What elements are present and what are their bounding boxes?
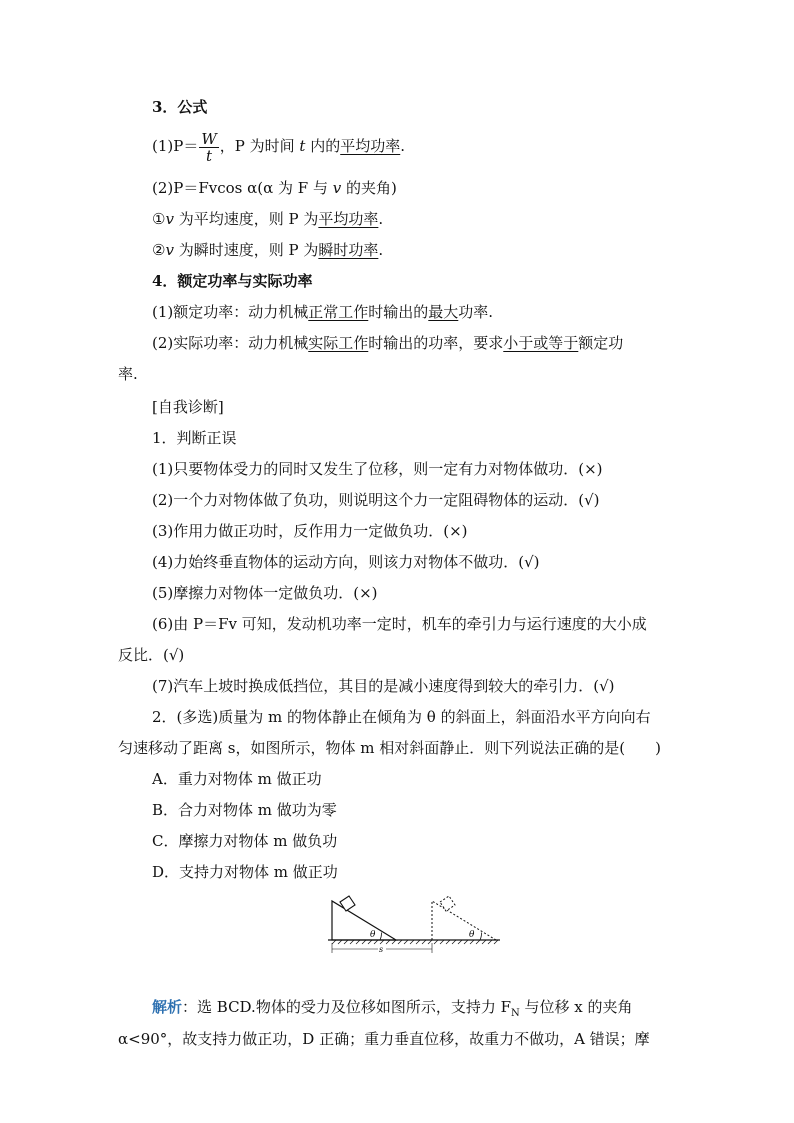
angle-arc-moved: [480, 933, 482, 941]
displacement-label: s: [379, 945, 384, 954]
incline-figure: [326, 893, 502, 955]
theta-label-initial: θ: [370, 930, 376, 940]
judge-item-5: (5)摩擦力对物体一定做负功．(×): [152, 584, 378, 602]
case-1-a: ①: [152, 210, 166, 228]
judge-item-6-cont: 反比．(√): [118, 646, 185, 664]
question-1-title: 1．判断正误: [152, 429, 237, 447]
rated-c: 功率.: [458, 303, 494, 321]
fraction-w-over-t: [199, 131, 218, 164]
actual-c: 额定功: [578, 334, 624, 352]
case-1-answer: 平均功率: [318, 210, 379, 228]
rated-answer-1: 正常工作: [308, 303, 369, 321]
judge-item-6: (6)由 P＝Fv 可知，发动机功率一定时，机车的牵引力与运行速度的大小成: [152, 615, 647, 633]
option-c: C．摩擦力对物体 m 做负功: [152, 832, 338, 850]
fraction-numerator: W: [201, 129, 217, 148]
solution-subscript: N: [511, 1008, 520, 1019]
solution-line-2: α<90°，故支持力做正功，D 正确；重力垂直位移，故重力不做功，A 错误；摩: [118, 1030, 650, 1048]
solution-line-1-text: [118, 997, 633, 1024]
fraction-denominator: t: [206, 146, 213, 165]
option-d: D．支持力对物体 m 做正功: [152, 863, 338, 881]
question-2-line-2: 匀速移动了距离 s，如图所示，物体 m 相对斜面静止．则下列说法正确的是( ): [118, 739, 661, 757]
formula-1-mid1: ，P 为时间: [219, 137, 300, 155]
rated-a: (1)额定功率：动力机械: [152, 303, 309, 321]
incline-moved: [432, 901, 496, 940]
self-diagnosis-title: [自我诊断]: [152, 398, 224, 416]
solution-text-b: 与位移 x 的夹角: [519, 998, 633, 1016]
judge-item-1: (1)只要物体受力的同时又发生了位移，则一定有力对物体做功．(×): [152, 460, 603, 478]
question-2-line-1: 2．(多选)质量为 m 的物体静止在倾角为 θ 的斜面上，斜面沿水平方向向右: [152, 708, 651, 726]
case-1-b: 为平均速度，则 P 为: [173, 210, 319, 228]
solution-line-1: [118, 997, 678, 1024]
formula-1-answer: 平均功率: [340, 137, 401, 155]
judge-item-7: (7)汽车上坡时换成低挡位，其目的是减小速度得到较大的牵引力．(√): [152, 677, 615, 695]
actual-b: 时输出的功率，要求: [368, 334, 504, 352]
case-2-line: [152, 240, 383, 260]
rated-power-line: [152, 302, 493, 322]
formula-1-end: .: [400, 137, 406, 155]
case-2-v: v: [165, 241, 174, 259]
incline-initial: [332, 901, 396, 940]
block-initial: [340, 896, 355, 911]
judge-item-4: (4)力始终垂直物体的运动方向，则该力对物体不做功．(√): [152, 553, 540, 571]
judge-item-2: (2)一个力对物体做了负功，则说明这个力一定阻碍物体的运动．(√): [152, 491, 600, 509]
actual-a: (2)实际功率：动力机械: [152, 334, 309, 352]
option-a: A．重力对物体 m 做正功: [152, 770, 322, 788]
formula-2-v: v: [332, 179, 342, 197]
option-b: B．合力对物体 m 做功为零: [152, 801, 337, 819]
actual-power-line: [152, 333, 623, 353]
judge-item-3: (3)作用力做正功时，反作用力一定做负功．(×): [152, 522, 468, 540]
case-1-end: .: [378, 210, 384, 228]
angle-arc-initial: [380, 933, 382, 941]
actual-answer-2: 小于或等于: [503, 334, 579, 352]
actual-answer-1: 实际工作: [308, 334, 369, 352]
formula-1-t: t: [299, 137, 306, 155]
case-2-a: ②: [152, 241, 166, 259]
formula-1-prefix: (1)P＝: [152, 137, 199, 155]
formula-1-mid2: 内的: [305, 137, 341, 155]
block-moved: [440, 896, 455, 911]
case-1-line: [152, 209, 383, 229]
solution-text-a: ：选 BCD.物体的受力及位移如图所示，支持力 F: [182, 998, 511, 1016]
case-2-answer: 瞬时功率: [318, 241, 379, 259]
actual-power-line-cont: 率.: [118, 365, 138, 383]
formula-1-line: [152, 128, 405, 164]
case-1-v: v: [165, 210, 174, 228]
formula-2-a: (2)P＝Fvcos α(α 为 F 与: [152, 179, 333, 197]
theta-label-moved: θ: [469, 930, 475, 940]
rated-answer-2: 最大: [428, 303, 459, 321]
rated-b: 时输出的: [368, 303, 429, 321]
section-4-heading: 4．额定功率与实际功率: [152, 272, 313, 290]
section-3-heading: 3．公式: [152, 98, 208, 116]
solution-label: 解析: [152, 998, 183, 1016]
case-2-b: 为瞬时速度，则 P 为: [173, 241, 319, 259]
formula-2-line: [152, 178, 397, 198]
case-2-end: .: [378, 241, 384, 259]
formula-2-b: 的夹角): [341, 179, 397, 197]
